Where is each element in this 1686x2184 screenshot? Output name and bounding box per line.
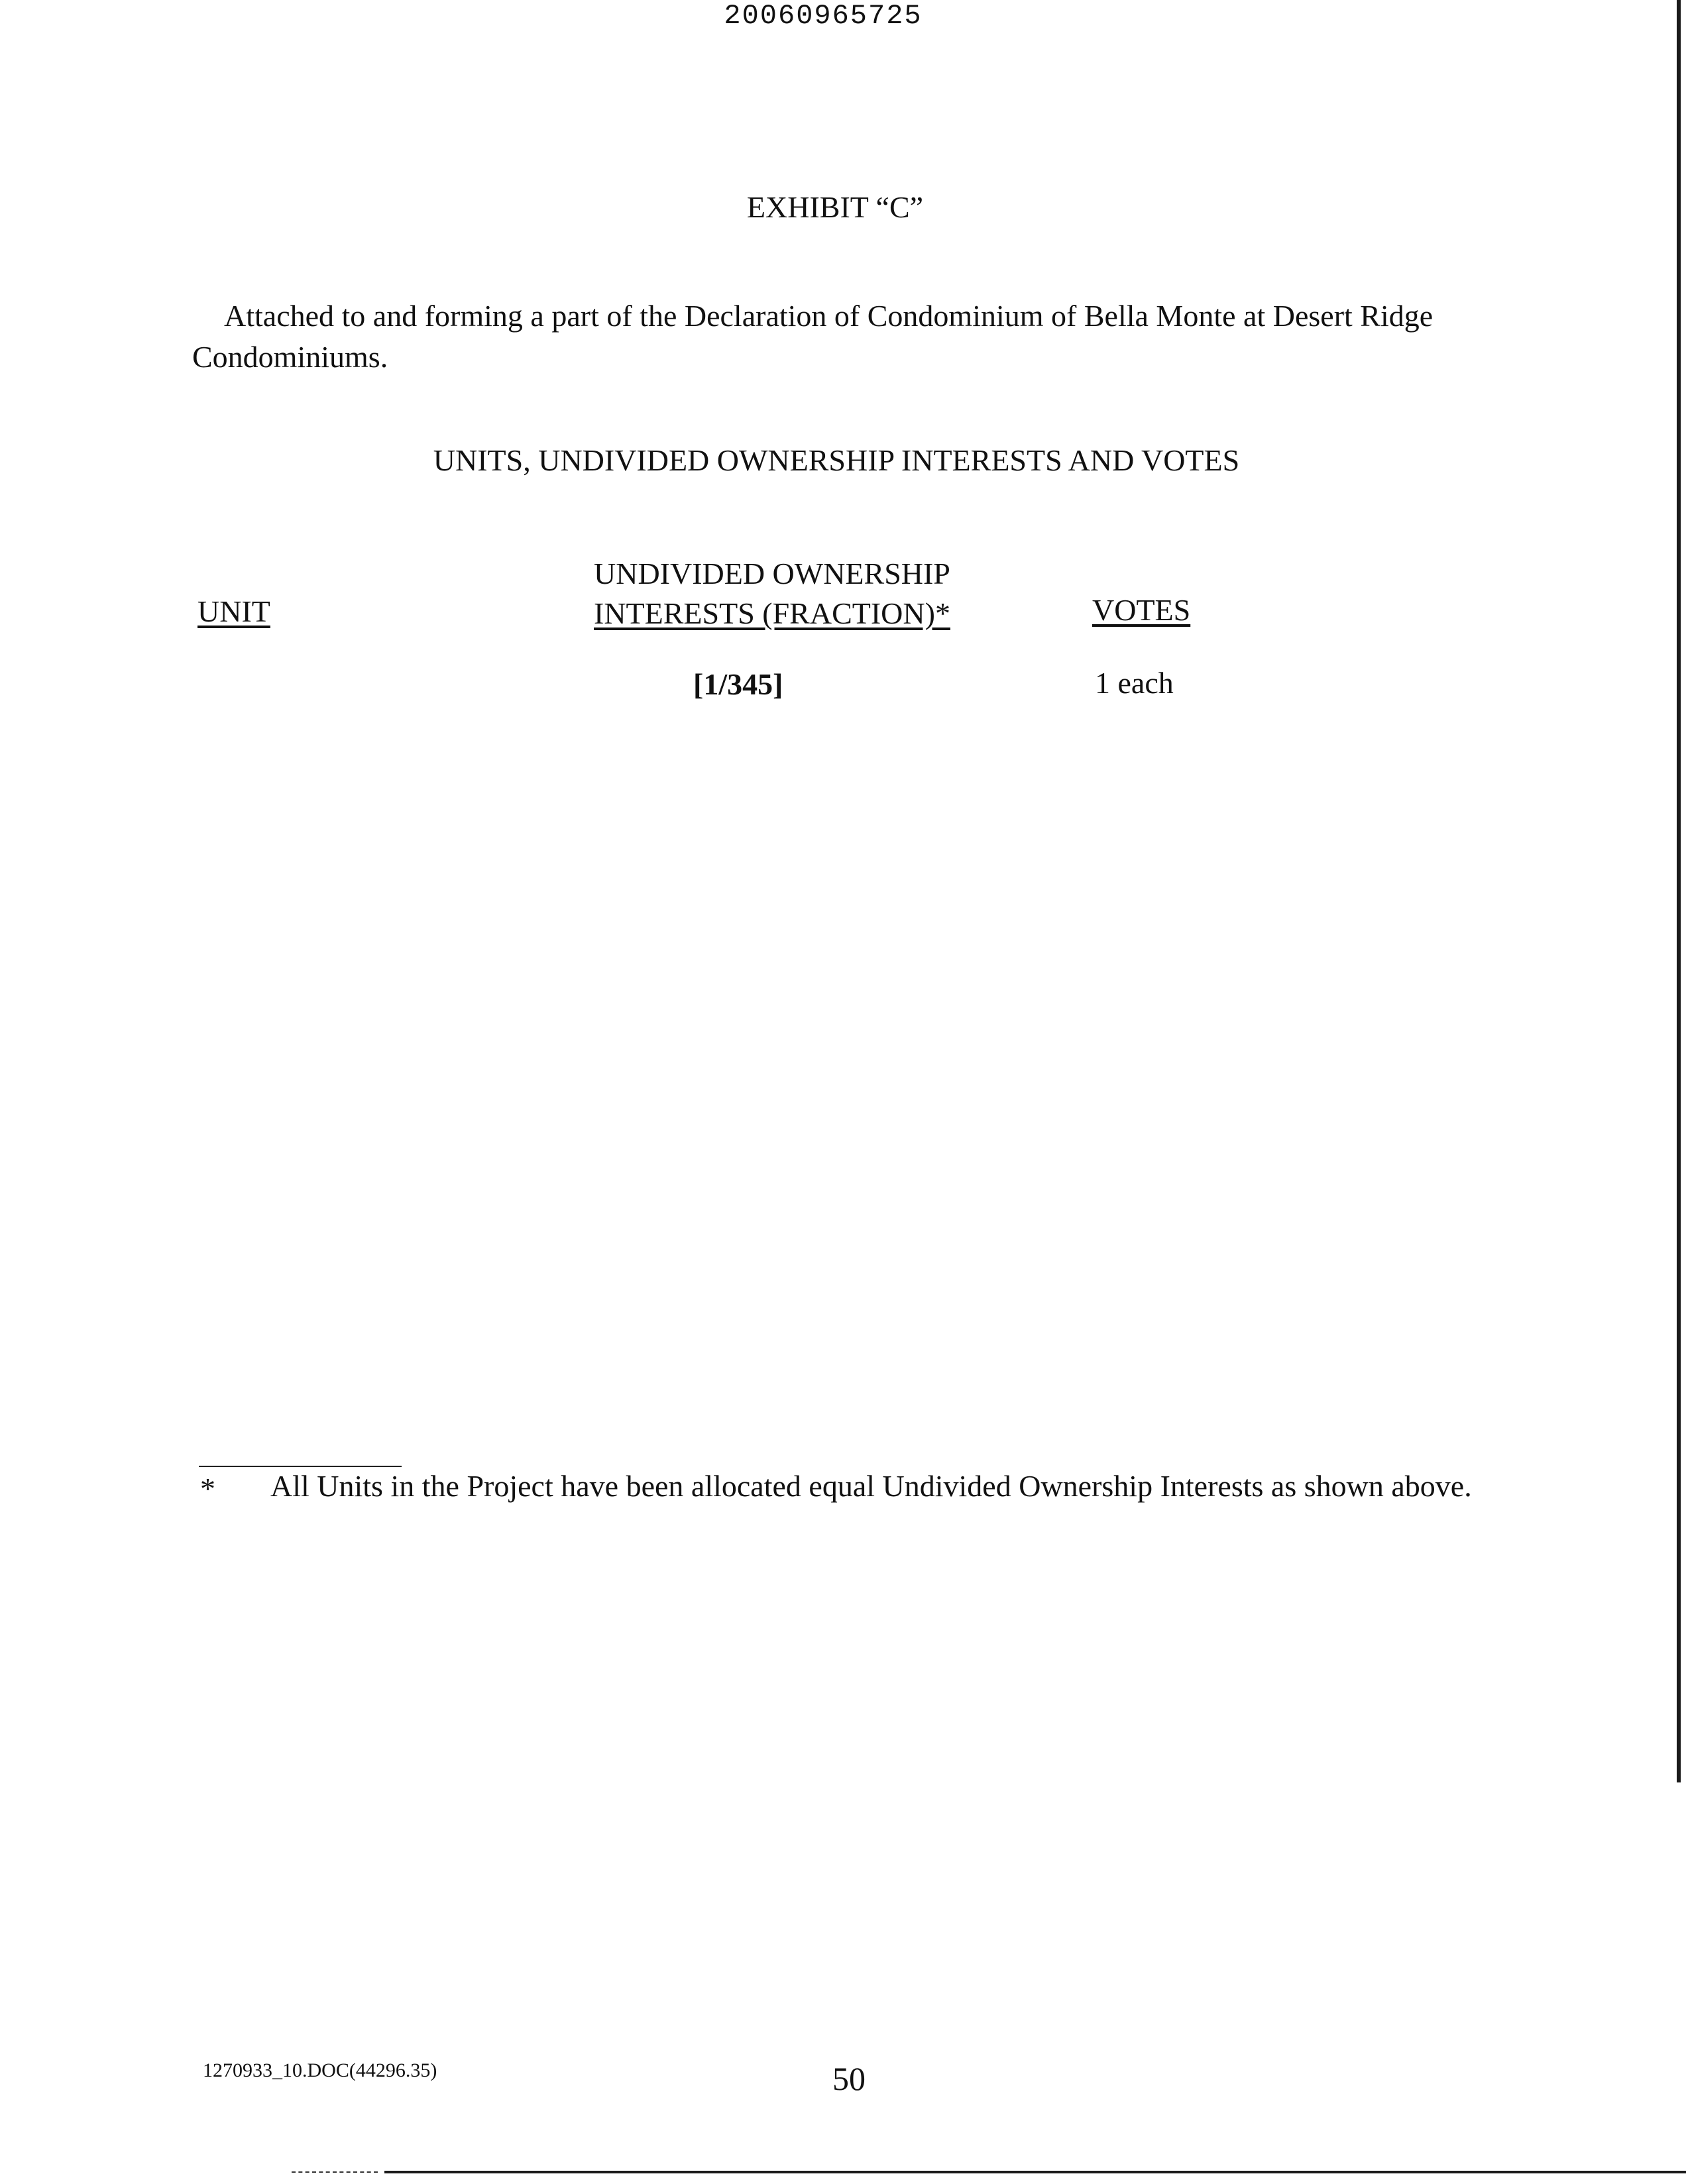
column-header-votes: VOTES (1092, 593, 1191, 627)
recording-number: 20060965725 (724, 0, 923, 32)
page-number: 50 (832, 2060, 866, 2097)
column-header-unit: UNIT (197, 594, 270, 628)
column-header-interest-line1: UNDIVIDED OWNERSHIP (594, 557, 950, 590)
column-header-interest (594, 554, 950, 633)
scan-edge-bottom (384, 2171, 1686, 2173)
footnote-text: All Units in the Project have been allocated equal Undivided Ownership Interests as shown above. (270, 1469, 1472, 1503)
intro-text: Attached to and forming a part of the Declaration of Condominium of Bella Monte at Desert Ridge Condominiums. (192, 299, 1433, 374)
footnote-marker: * (200, 1472, 215, 1505)
table-cell-fraction: [1/345] (693, 667, 783, 701)
exhibit-title: EXHIBIT “C” (746, 190, 924, 224)
scan-edge-right (1677, 0, 1681, 1782)
table-cell-votes: 1 each (1095, 666, 1174, 700)
intro-paragraph (192, 296, 1511, 378)
document-id: 1270933_10.DOC(44296.35) (203, 2059, 437, 2081)
scan-edge-bottom-dashed (292, 2171, 378, 2173)
column-header-interest-line2: INTERESTS (FRACTION)* (594, 596, 950, 630)
table-heading: UNITS, UNDIVIDED OWNERSHIP INTERESTS AND VOTES (433, 443, 1240, 477)
footnote-divider (199, 1466, 402, 1467)
